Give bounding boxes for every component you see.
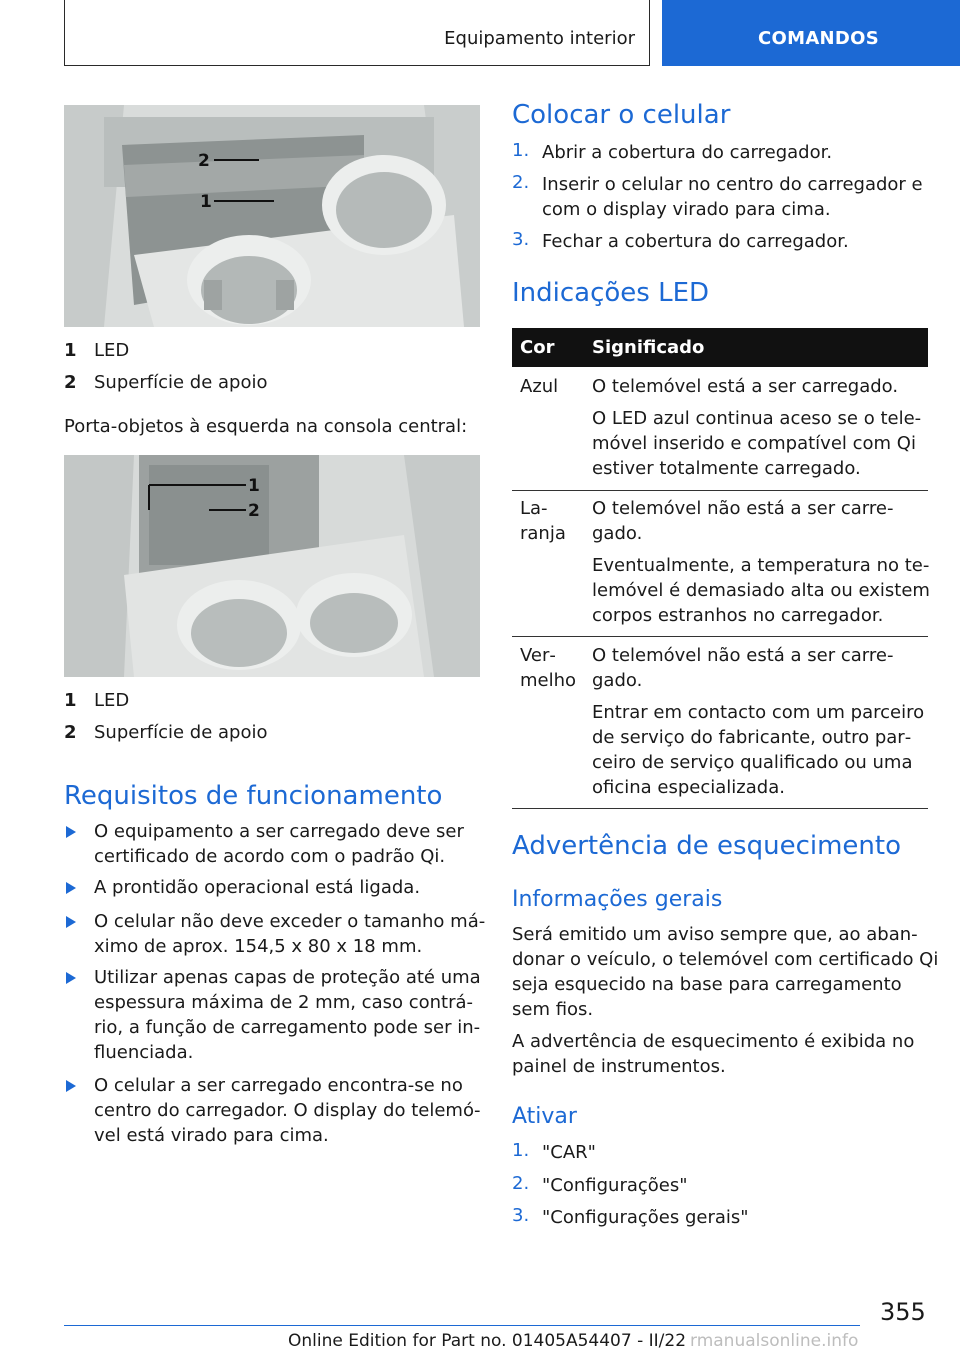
led-row-1-cor: Azul	[520, 376, 559, 397]
requisitos-item-5-line-2: centro do carregador. O display do telemó‐	[94, 1100, 481, 1121]
figure1-legend-num-1: 1	[64, 340, 77, 361]
colocar-step-1-line-1: Abrir a cobertura do carregador.	[542, 142, 833, 163]
requisitos-item-3-line-2: ximo de aprox. 154,5 x 80 x 18 mm.	[94, 936, 423, 957]
figure1-callout-2: 2	[198, 151, 210, 171]
led-row-3-sig-2-line-4: oficina especializada.	[592, 777, 785, 798]
header-chapter-title: COMANDOS	[758, 28, 880, 49]
led-row-2-sig-1-line-2: gado.	[592, 523, 643, 544]
colocar-step-2-line-2: com o display virado para cima.	[542, 199, 831, 220]
requisitos-item-4-line-2: espessura máxima de 2 mm, caso contrá‐	[94, 992, 474, 1013]
requisitos-heading: Requisitos de funcionamento	[64, 781, 443, 811]
bullet-triangle-icon	[66, 1080, 76, 1092]
requisitos-item-5-line-1: O celular a ser carregado encontra-se no	[94, 1075, 463, 1096]
colocar-step-1-num: 1.	[512, 140, 530, 161]
ativar-heading: Ativar	[512, 1104, 577, 1129]
led-row-divider	[512, 808, 928, 809]
footer-watermark: rmanualsonline.info	[690, 1331, 859, 1351]
figure2-legend-num-2: 2	[64, 722, 77, 743]
advertencia-p1-line-1: Será emitido um aviso sempre que, ao aban‐	[512, 924, 918, 945]
led-row-3-sig-1-line-2: gado.	[592, 670, 643, 691]
led-col-cor: Cor	[520, 337, 555, 358]
led-row-2-cor-line-1: La‐	[520, 498, 548, 519]
led-row-3-sig-2-line-3: ceiro de serviço qualificado ou uma	[592, 752, 913, 773]
led-row-3-cor-line-1: Ver‐	[520, 645, 556, 666]
bullet-triangle-icon	[66, 882, 76, 894]
page-number: 355	[880, 1298, 926, 1326]
figure2-legend-text-1: LED	[94, 690, 130, 711]
requisitos-item-4-line-4: fluenciada.	[94, 1042, 194, 1063]
ativar-step-3-num: 3.	[512, 1205, 530, 1226]
led-row-3-sig-1-line-1: O telemóvel não está a ser carre‐	[592, 645, 894, 666]
figure2-legend-num-1: 1	[64, 690, 77, 711]
requisitos-item-2-line-1: A prontidão operacional está ligada.	[94, 877, 421, 898]
figure-charging-tray-photo-2	[64, 455, 480, 677]
bullet-triangle-icon	[66, 916, 76, 928]
figure1-callout-1: 1	[200, 192, 212, 212]
figure1-legend-text-2: Superfície de apoio	[94, 372, 268, 393]
colocar-heading: Colocar o celular	[512, 100, 731, 130]
led-row-1-sig-2-line-3: estiver totalmente carregado.	[592, 458, 861, 479]
led-row-2-sig-2-line-1: Eventualmente, a temperatura no te‐	[592, 555, 930, 576]
ativar-step-2-text: "Configurações"	[542, 1175, 688, 1196]
led-row-2-sig-2-line-2: lemóvel é demasiado alta ou existem	[592, 580, 930, 601]
colocar-step-2-num: 2.	[512, 172, 530, 193]
header-section-box	[64, 0, 650, 66]
ativar-step-1-num: 1.	[512, 1140, 530, 1161]
led-table-header	[512, 328, 928, 367]
led-row-2-sig-2-line-3: corpos estranhos no carregador.	[592, 605, 884, 626]
advertencia-p1-line-3: seja esquecido na base para carregamento	[512, 974, 902, 995]
figure2-legend-text-2: Superfície de apoio	[94, 722, 268, 743]
bullet-triangle-icon	[66, 972, 76, 984]
advertencia-p2-line-2: painel de instrumentos.	[512, 1056, 726, 1077]
advertencia-p1-line-4: sem fios.	[512, 999, 594, 1020]
requisitos-item-4-line-1: Utilizar apenas capas de proteção até uma	[94, 967, 481, 988]
led-heading: Indicações LED	[512, 278, 710, 308]
advertencia-p1-line-2: donar o veículo, o telemóvel com certificado Qi	[512, 949, 939, 970]
led-row-1-sig-2-line-2: móvel inserido e compatível com Qi	[592, 433, 916, 454]
figure1-legend-text-1: LED	[94, 340, 130, 361]
bullet-triangle-icon	[66, 826, 76, 838]
led-row-3-cor-line-2: melho	[520, 670, 577, 691]
colocar-step-2-line-1: Inserir o celular no centro do carregador e	[542, 174, 923, 195]
requisitos-item-1-line-2: certificado de acordo com o padrão Qi.	[94, 846, 446, 867]
figure2-callout-1: 1	[248, 476, 260, 496]
intro-paragraph: Porta-objetos à esquerda na consola central:	[64, 416, 468, 437]
led-row-2-cor-line-2: ranja	[520, 523, 566, 544]
footer-edition: Online Edition for Part no. 01405A54407 - II/22	[288, 1331, 687, 1351]
colocar-step-3-line-1: Fechar a cobertura do carregador.	[542, 231, 849, 252]
led-row-3-sig-2-line-1: Entrar em contacto com um parceiro	[592, 702, 925, 723]
ativar-step-3-text: "Configurações gerais"	[542, 1207, 749, 1228]
ativar-step-2-num: 2.	[512, 1173, 530, 1194]
led-row-2-sig-1-line-1: O telemóvel não está a ser carre‐	[592, 498, 894, 519]
colocar-step-3-num: 3.	[512, 229, 530, 250]
requisitos-item-4-line-3: rio, a função de carregamento pode ser in‐	[94, 1017, 481, 1038]
requisitos-item-3-line-1: O celular não deve exceder o tamanho má‐	[94, 911, 486, 932]
advertencia-p2-line-1: A advertência de esquecimento é exibida no	[512, 1031, 915, 1052]
header-chapter-box	[662, 0, 960, 66]
figure1-legend-num-2: 2	[64, 372, 77, 393]
led-row-divider	[512, 490, 928, 491]
requisitos-item-5-line-3: vel está virado para cima.	[94, 1125, 329, 1146]
ativar-step-1-text: "CAR"	[542, 1142, 596, 1163]
header-section-title: Equipamento interior	[444, 28, 635, 49]
advertencia-heading: Advertência de esquecimento	[512, 831, 901, 861]
figure2-callout-2: 2	[248, 501, 260, 521]
led-col-significado: Significado	[592, 337, 705, 358]
led-row-1-sig-2-line-1: O LED azul continua aceso se o tele‐	[592, 408, 922, 429]
footer-divider	[64, 1325, 860, 1326]
figure-charging-tray-photo-1	[64, 105, 480, 327]
led-row-divider	[512, 636, 928, 637]
informacoes-gerais-heading: Informações gerais	[512, 887, 723, 912]
requisitos-item-1-line-1: O equipamento a ser carregado deve ser	[94, 821, 464, 842]
led-row-1-sig-1: O telemóvel está a ser carregado.	[592, 376, 899, 397]
led-row-3-sig-2-line-2: de serviço do fabricante, outro par‐	[592, 727, 912, 748]
